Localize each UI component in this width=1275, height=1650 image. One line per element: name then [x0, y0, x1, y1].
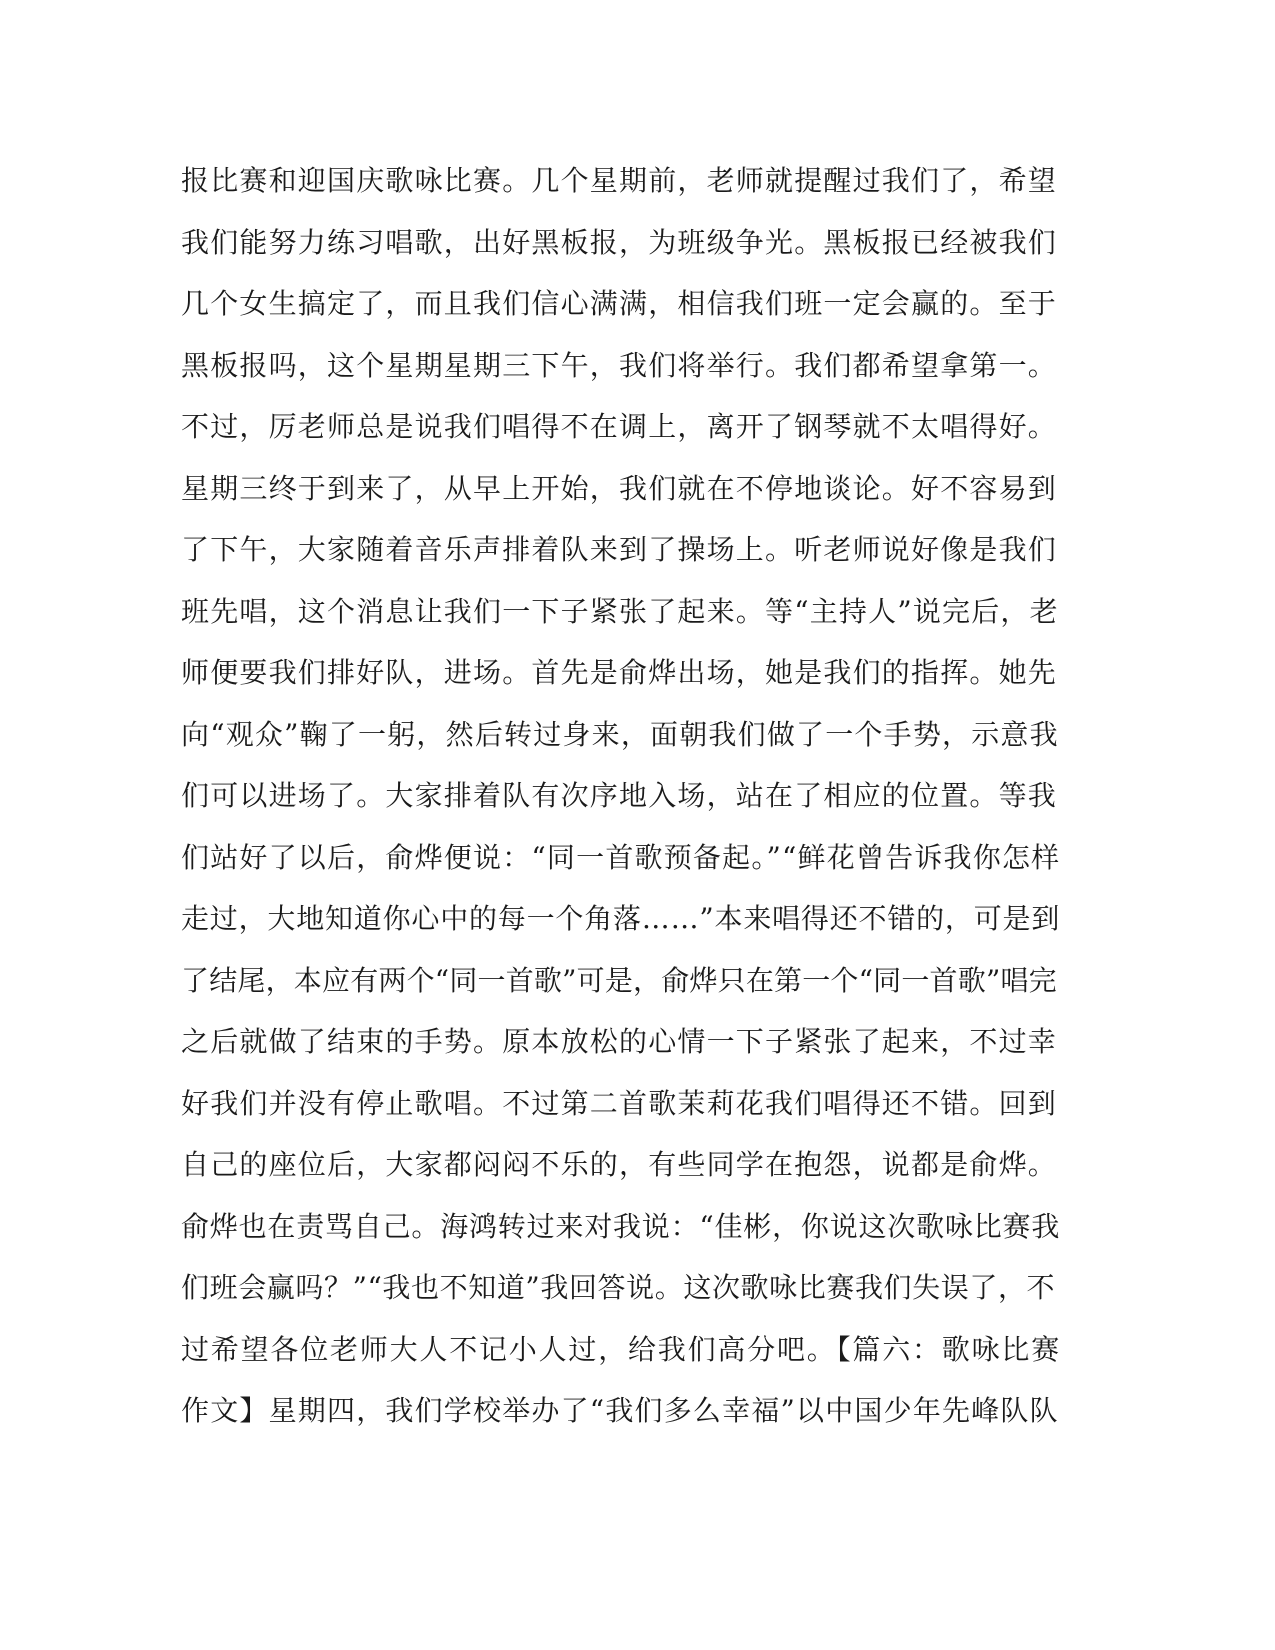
- text-line: 作文】星期四，我们学校举办了“我们多么幸福”以中国少年先峰队队: [181, 1394, 1059, 1427]
- text-line: 走过，大地知道你心中的每一个角落……”本来唱得还不错的，可是到: [181, 902, 1061, 935]
- text-line: 们站好了以后，俞烨便说：“同一首歌预备起。”“鲜花曾告诉我你怎样: [181, 840, 1061, 874]
- text-line: 们班会赢吗？”“我也不知道”我回答说。这次歌咏比赛我们失误了，不: [181, 1271, 1056, 1304]
- text-line: 好我们并没有停止歌唱。不过第二首歌茉莉花我们唱得还不错。回到: [181, 1086, 1058, 1120]
- text-line: 班先唱，这个消息让我们一下子紧张了起来。等“主持人”说完后，老: [181, 594, 1059, 628]
- text-line: 们可以进场了。大家排着队有次序地入场，站在了相应的位置。等我: [181, 779, 1058, 812]
- body-text: [181, 158, 1061, 1450]
- text-line: 了下午，大家随着音乐声排着队来到了操场上。听老师说好像是我们: [181, 533, 1058, 566]
- text-line: 俞烨也在责骂自己。海鸿转过来对我说：“佳彬，你说这次歌咏比赛我: [181, 1209, 1061, 1243]
- text-line: 之后就做了结束的手势。原本放松的心情一下子紧张了起来，不过幸: [181, 1025, 1058, 1058]
- text-line: 不过，厉老师总是说我们唱得不在调上，离开了钢琴就不太唱得好。: [181, 410, 1058, 443]
- text-line: 报比赛和迎国庆歌咏比赛。几个星期前，老师就提醒过我们了，希望: [181, 164, 1058, 197]
- text-line: 我们能努力练习唱歌，出好黑板报，为班级争光。黑板报已经被我们: [181, 225, 1058, 259]
- text-line: 师便要我们排好队，进场。首先是俞烨出场，她是我们的指挥。她先: [181, 656, 1058, 689]
- text-line: 向“观众”鞠了一躬，然后转过身来，面朝我们做了一个手势，示意我: [181, 717, 1059, 751]
- text-line: 了结尾，本应有两个“同一首歌”可是，俞烨只在第一个“同一首歌”唱完: [181, 963, 1057, 997]
- text-line: 过希望各位老师大人不记小人过，给我们高分吧。【篇六：歌咏比赛: [181, 1332, 1062, 1366]
- text-line: 自己的座位后，大家都闷闷不乐的，有些同学在抱怨，说都是俞烨。: [181, 1148, 1058, 1181]
- text-line: 星期三终于到来了，从早上开始，我们就在不停地谈论。好不容易到: [181, 471, 1058, 505]
- text-line: 几个女生搞定了，而且我们信心满满，相信我们班一定会赢的。至于: [181, 287, 1058, 320]
- text-line: 黑板报吗，这个星期星期三下午，我们将举行。我们都希望拿第一。: [181, 348, 1058, 382]
